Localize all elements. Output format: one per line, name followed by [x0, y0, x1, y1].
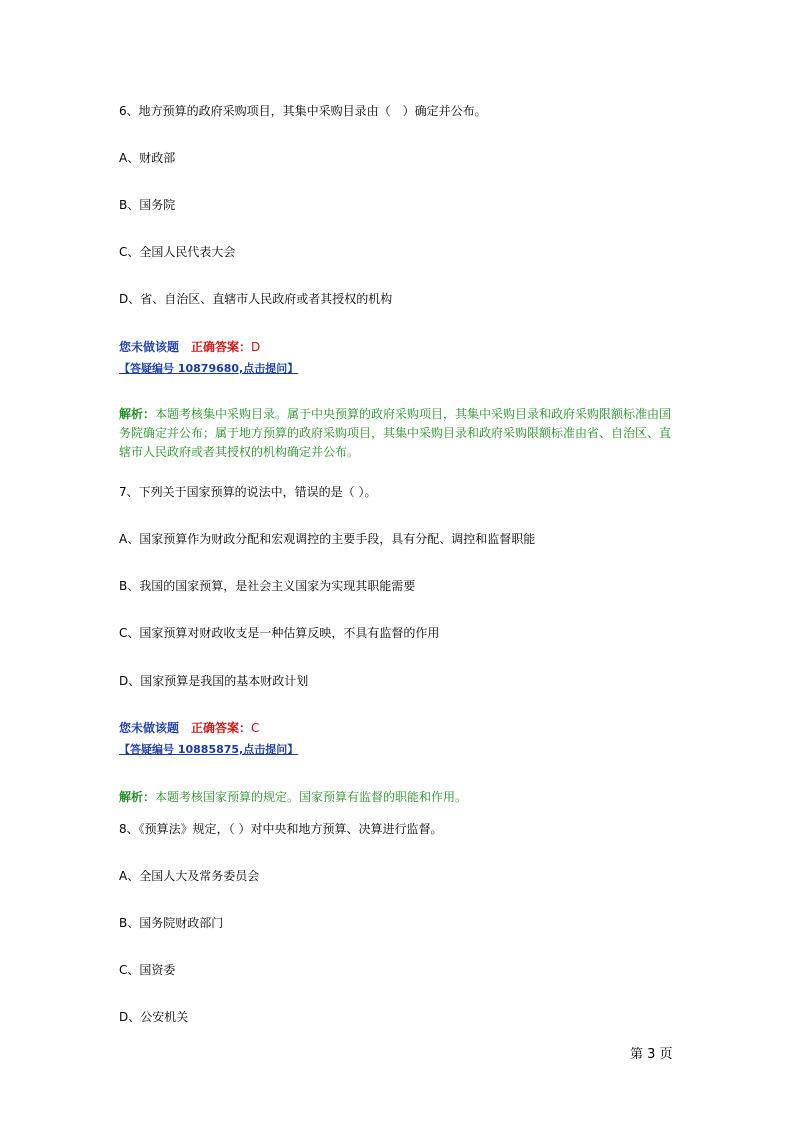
answer-value: D — [251, 340, 261, 354]
question-8-option-a: A、全国人大及常务委员会 — [119, 869, 260, 883]
question-8-option-c: C、国资委 — [119, 963, 176, 977]
question-8-option-b: B、国务院财政部门 — [119, 916, 224, 930]
status-text: 您未做该题 — [119, 721, 180, 735]
question-8-option-d: D、公安机关 — [119, 1010, 189, 1024]
question-6-option-d: D、省、自治区、直辖市人民政府或者其授权的机构 — [119, 292, 393, 306]
question-6-stem: 6、地方预算的政府采购项目，其集中采购目录由（ ）确定并公布。 — [119, 104, 487, 118]
question-7-stem: 7、下列关于国家预算的说法中，错误的是（ ）。 — [119, 485, 377, 499]
question-7-option-c: C、国家预算对财政收支是一种估算反映，不具有监督的作用 — [119, 626, 440, 640]
question-6-option-a: A、财政部 — [119, 151, 176, 165]
answer-value: C — [251, 721, 260, 735]
question-7-option-b: B、我国的国家预算，是社会主义国家为实现其职能需要 — [119, 579, 416, 593]
question-6-option-b: B、国务院 — [119, 198, 176, 212]
analysis-label: 解析： — [119, 790, 156, 804]
answer-label: 正确答案： — [191, 721, 252, 735]
analysis-text: 本题考核国家预算的规定。国家预算有监督的职能和作用。 — [155, 790, 468, 804]
answer-label: 正确答案： — [191, 340, 252, 354]
question-8-stem: 8、《预算法》规定，（ ）对中央和地方预算、决算进行监督。 — [119, 822, 443, 836]
analysis-label: 解析： — [119, 407, 156, 421]
question-7-ask-link[interactable] — [119, 741, 298, 758]
question-6-result — [119, 339, 260, 355]
question-6-ask-link[interactable] — [119, 360, 298, 377]
analysis-text: 本题考核集中采购目录。属于中央预算的政府采购项目，其集中采购目录和政府采购限额标准由国务院确定并公布；属于地方预算的政府采购项目，其集中采购目录和政府采购限额标准由省、自治区、直辖市人民政府或者其授权的机构确定并公布。 — [119, 407, 672, 459]
question-7-option-a: A、国家预算作为财政分配和宏观调控的主要手段，具有分配、调控和监督职能 — [119, 532, 536, 546]
question-6-analysis — [119, 405, 679, 462]
page-number: 第 3 页 — [630, 1047, 673, 1062]
question-7-result — [119, 720, 259, 736]
status-text: 您未做该题 — [119, 340, 180, 354]
ask-link-text[interactable]: 【答疑编号 10885875,点击提问】 — [119, 743, 299, 756]
question-6-option-c: C、全国人民代表大会 — [119, 245, 236, 259]
ask-link-text[interactable]: 【答疑编号 10879680,点击提问】 — [119, 362, 299, 375]
question-7-option-d: D、国家预算是我国的基本财政计划 — [119, 674, 309, 688]
question-7-analysis — [119, 788, 679, 807]
